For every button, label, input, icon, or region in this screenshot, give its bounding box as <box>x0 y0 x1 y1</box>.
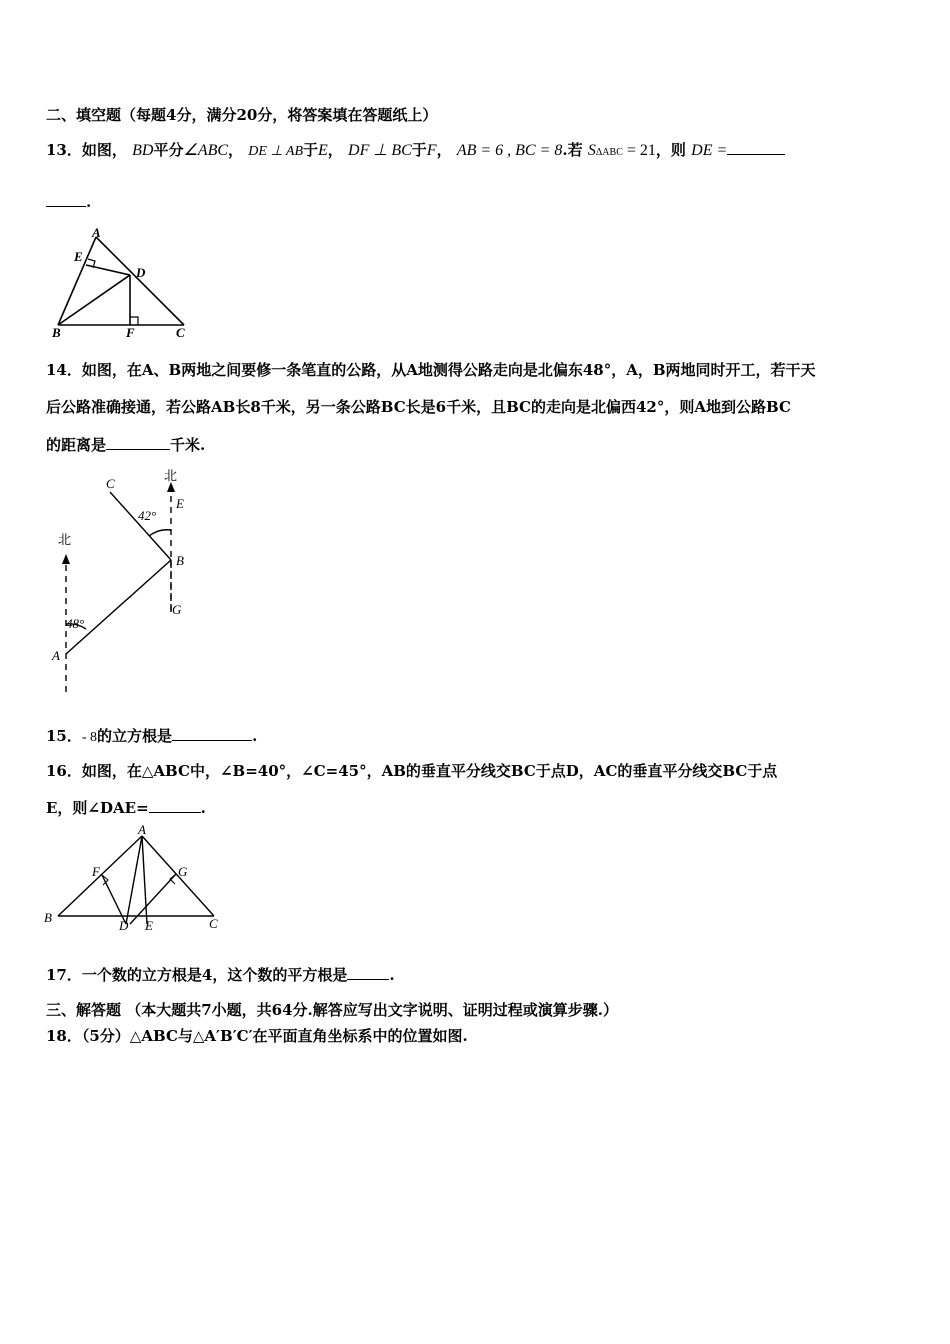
q16-number: 16． <box>46 762 82 780</box>
q13-answer-blank[interactable] <box>727 140 785 155</box>
q16-label-c: C <box>209 916 218 931</box>
q13-text: ，则 <box>655 141 686 159</box>
q14-label-42: 42° <box>138 508 157 523</box>
q13-text: 平分 <box>153 141 184 159</box>
q13-math-lengths: AB = 6 , BC = 8 <box>456 142 563 159</box>
q16-label-b: B <box>44 910 52 925</box>
q13-figure <box>46 225 206 345</box>
q13-math-de-ab: DE ⊥ AB <box>248 144 303 159</box>
q16-answer-blank[interactable] <box>149 798 201 813</box>
q13-answer-blank-2[interactable] <box>46 192 86 207</box>
q15-answer-blank[interactable] <box>172 726 252 741</box>
question-14-line-2: 后公路准确接通，若公路AB长8千米，另一条公路BC长是6千米，且BC的走向是北偏西42°，则A地到公路BC <box>46 398 791 416</box>
section-2-heading: 二、填空题（每题4分，满分20分，将答案填在答题纸上） <box>46 106 438 124</box>
q15-math: - 8 <box>81 730 98 745</box>
q14-text: 如图，在A、B两地之间要修一条笔直的公路，从A地测得公路走向是北偏东48°，A，B两地同时开工，若干天 <box>81 361 816 379</box>
q14-label-g: G <box>172 602 182 617</box>
q13-math-df-bc: DF ⊥ BC <box>348 142 412 159</box>
q16-label-a: A <box>138 822 146 837</box>
q17-number: 17． <box>46 966 82 984</box>
q16-tail: . <box>200 799 206 817</box>
q13-text: ， <box>436 141 452 159</box>
q13-text: 如图， <box>81 141 127 159</box>
q16-label-f: F <box>92 864 100 879</box>
q16-label-d: D <box>119 918 129 933</box>
q15-number: 15． <box>46 727 82 745</box>
q13-label-b: B <box>52 325 61 340</box>
question-18 <box>46 1025 468 1046</box>
q18-number: 18． <box>46 1027 82 1045</box>
q16-figure <box>40 824 230 940</box>
q14-label-north-2: 北 <box>164 469 178 484</box>
q14-label-e: E <box>176 496 184 511</box>
q14-label-b: B <box>176 553 184 568</box>
question-16-line-1 <box>46 760 777 781</box>
q14-label-c: C <box>106 476 115 491</box>
q13-math-e: E <box>318 142 328 159</box>
q14-answer-blank[interactable] <box>106 435 170 450</box>
q14-text: 的距离是 <box>46 436 107 454</box>
q14-label-48: 48° <box>66 616 85 631</box>
q13-label-a: A <box>92 225 101 240</box>
q14-label-north-1: 北 <box>58 533 72 548</box>
q14-figure <box>46 462 206 698</box>
q14-number: 14． <box>46 361 82 379</box>
q16-label-e: E <box>145 918 153 933</box>
q13-number: 13． <box>46 141 82 159</box>
q13-text: 于 <box>411 141 427 159</box>
q13-tail: . <box>86 193 92 211</box>
q13-math-f: F <box>426 142 437 159</box>
q13-math-bd: BD <box>132 142 154 159</box>
q13-math-angle: ∠ABC <box>183 142 229 159</box>
question-16-line-2 <box>46 797 206 818</box>
q17-text: 一个数的立方根是4，这个数的平方根是 <box>81 966 348 984</box>
q13-continuation <box>46 192 91 211</box>
section-3-heading: 三、解答题 （本大题共7小题，共64分.解答应写出文字说明、证明过程或演算步骤.） <box>46 1001 618 1019</box>
q17-answer-blank[interactable] <box>347 965 389 980</box>
q16-text: E，则∠DAE= <box>46 799 149 817</box>
q17-tail: . <box>389 966 395 984</box>
q15-tail: . <box>252 727 258 745</box>
question-14-line-1 <box>46 359 816 380</box>
question-17 <box>46 964 395 985</box>
q13-label-f: F <box>126 325 135 340</box>
q14-label-a: A <box>52 648 60 663</box>
q13-label-d: D <box>136 265 146 280</box>
q13-math-s: S <box>587 142 596 159</box>
q16-text: 如图，在△ABC中，∠B=40°，∠C=45°，AB的垂直平分线交BC于点D，AC的垂直平分线交BC于点 <box>81 762 778 780</box>
q13-text: 于 <box>303 141 319 159</box>
q13-label-e: E <box>74 249 83 264</box>
q13-text: .若 <box>562 141 583 159</box>
q13-math-eq: = 21 <box>622 142 656 159</box>
q13-text: ， <box>228 141 244 159</box>
q18-text: （5分）△ABC与△A′B′C′在平面直角坐标系中的位置如图. <box>81 1027 468 1045</box>
question-14-line-3 <box>46 434 205 455</box>
question-15 <box>46 725 257 746</box>
q13-math-de: DE = <box>691 142 728 159</box>
q13-label-c: C <box>176 325 185 340</box>
q15-text: 的立方根是 <box>97 727 173 745</box>
question-13 <box>46 139 785 160</box>
q13-text: ， <box>327 141 343 159</box>
q14-text: 千米. <box>170 436 206 454</box>
q13-math-sub: ΔABC <box>595 147 623 158</box>
q16-label-g: G <box>178 864 188 879</box>
